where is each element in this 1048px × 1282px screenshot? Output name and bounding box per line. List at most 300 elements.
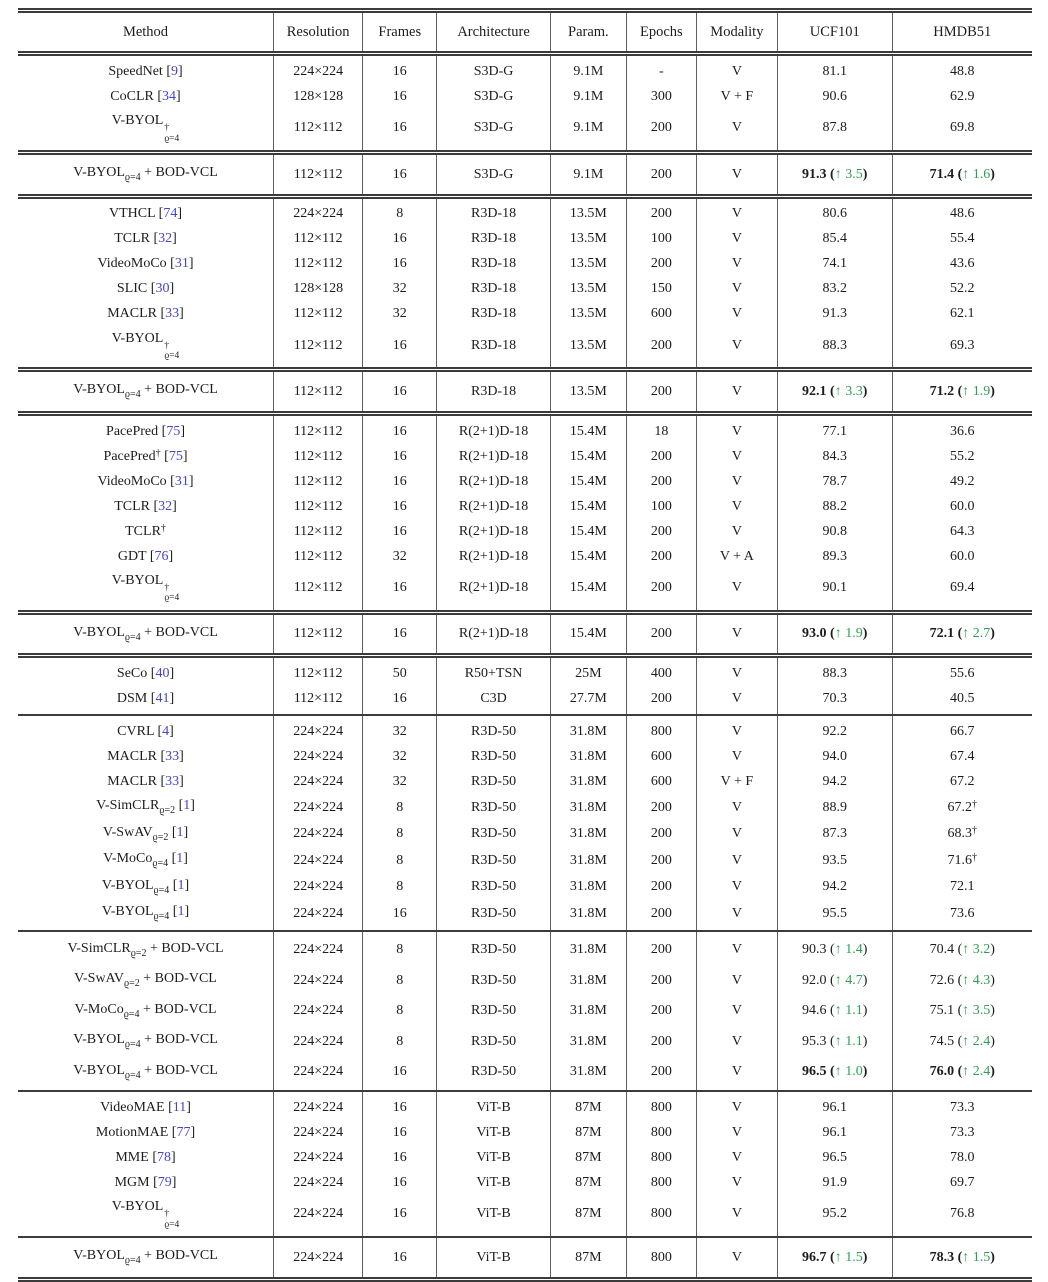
method-name: V-BYOL [73,165,125,180]
ucf101-cell [777,327,892,370]
param-cell: 31.8M [550,900,626,931]
score-value: 69.3 [950,337,975,353]
ucf101-cell [777,469,892,494]
param-cell: 9.1M [550,54,626,85]
score-value: 95.3 [802,1033,827,1049]
highlight-row [18,996,1032,1027]
score-value: 71.6 [947,852,972,868]
citation: 33 [165,774,180,789]
block-6 [18,612,1032,656]
method-cell: SLIC [30] [116,281,175,297]
ucf101-cell [777,874,892,901]
epochs-cell: 200 [626,569,696,612]
arch-cell: R3D-18 [437,277,551,302]
score-value: 92.1 [802,383,827,399]
method-name: SeCo [116,666,148,681]
epochs-cell: 200 [626,444,696,469]
hmdb51-cell: 71.2 (↑ 1.9) [892,370,1032,414]
hmdb51-cell [892,54,1032,85]
hmdb51-cell [892,252,1032,277]
method-name: MACLR [107,306,157,322]
resolution-cell: 224×224 [274,821,363,848]
frames-cell: 8 [363,874,437,901]
frames-cell: 16 [363,686,437,715]
delta-gain: ↑ 3.5 [962,1003,991,1019]
epochs-cell: 800 [626,1145,696,1170]
method-name: VideoMAE [100,1100,165,1115]
ucf101-cell: 96.7 (↑ 1.5) [777,1237,892,1279]
frames-cell: 16 [363,444,437,469]
method-cell [18,519,274,544]
ucf101-cell [777,1145,892,1170]
arch-cell: R3D-50 [437,715,551,744]
method-suffix: + BOD-VCL [140,165,218,180]
ucf101-cell [777,686,892,715]
epochs-cell: 100 [626,494,696,519]
highlight-row [18,1057,1032,1092]
param-cell: 13.5M [550,302,626,327]
param-cell: 87M [550,1091,626,1120]
method-cell: CoCLR [34] [110,88,181,104]
method-name: V-SwAV [102,824,153,840]
resolution-cell: 112×112 [274,370,363,414]
arch-cell: R3D-50 [437,794,551,821]
method-name: VideoMoCo [97,473,167,489]
resolution-cell: 128×128 [274,277,363,302]
frames-cell: 32 [363,769,437,794]
method-name: TCLR [125,523,161,539]
score-value: 93.0 [802,626,827,642]
resolution-cell: 224×224 [274,1091,363,1120]
score-value: 84.3 [822,448,847,464]
method-sub: ϱ=2 [123,978,140,990]
score-value: 55.6 [950,666,975,681]
ucf101-cell [777,252,892,277]
score-value: 91.9 [822,1175,847,1190]
ucf101-cell [777,109,892,152]
modality-cell: V [696,900,777,931]
resolution-cell: 112×112 [274,519,363,544]
hmdb51-cell: 72.6 (↑ 4.3) [892,965,1032,996]
score-value: 78.3 [929,1249,955,1265]
ucf101-cell [777,277,892,302]
score-value: 77.1 [822,423,847,439]
citation: 1 [183,798,191,814]
score-value: 64.3 [950,523,975,539]
method-cell: V-SwAV$_{ϱ=2}$ [1] [102,824,189,843]
table-row [18,1145,1032,1170]
table-row [18,900,1032,931]
block-9 [18,931,1032,1092]
resolution-cell: 112×112 [274,544,363,569]
score-value: 92.0 [802,972,827,988]
score-value: 90.1 [822,580,847,596]
highlight-row [18,931,1032,966]
delta-gain: ↑ 1.0 [834,1064,863,1080]
citation: 77 [176,1125,191,1140]
method-sub: ϱ=2 [152,831,169,843]
param-cell: 15.4M [550,469,626,494]
method-cell [18,1195,274,1237]
param-cell: 13.5M [550,196,626,227]
score-value: 74.5 [929,1033,955,1049]
method-sub: ϱ=4 [152,858,169,870]
score-value: 94.2 [822,879,847,895]
resolution-cell: 224×224 [274,744,363,769]
param-cell: 31.8M [550,769,626,794]
score-value: 88.3 [822,666,847,681]
param-cell: 25M [550,656,626,687]
citation: 11 [172,1100,187,1115]
score-value: 67.4 [950,749,975,764]
hmdb51-cell [892,794,1032,821]
frames-cell: 16 [363,370,437,414]
method-cell: MACLR [33] [107,306,184,322]
score-value: 90.8 [822,523,847,539]
param-cell: 31.8M [550,821,626,848]
modality-cell: V [696,996,777,1027]
modality-cell: V [696,469,777,494]
frames-cell: 16 [363,494,437,519]
epochs-cell: 600 [626,744,696,769]
ucf101-cell [777,744,892,769]
arch-cell: S3D-G [437,153,551,197]
epochs-cell: 150 [626,277,696,302]
delta-gain: ↑ 2.4 [962,1064,991,1080]
highlight-row [18,1237,1032,1279]
epochs-cell: - [626,54,696,85]
method-cell: GDT [76] [117,548,174,564]
method-cell: V-MoCo$_{ϱ=4}$ [1] [103,851,188,870]
block-2 [18,153,1032,197]
modality-cell: V [696,931,777,966]
ucf101-cell [777,84,892,109]
method-cell: CVRL [4] [117,724,174,739]
ucf101-cell: 94.6 (↑ 1.1) [777,996,892,1027]
arch-cell: R3D-18 [437,370,551,414]
method-sub: ϱ=4 [153,911,170,923]
score-value: 88.9 [822,799,847,815]
method-cell: PacePred† [75] [103,447,188,464]
epochs-cell: 800 [626,1170,696,1195]
hmdb51-cell [892,821,1032,848]
citation: 30 [155,281,170,297]
method-cell: $V-BYOL_{ϱ=4}$ [1] [101,904,190,923]
citation: 1 [177,904,185,920]
resolution-cell: 128×128 [274,84,363,109]
arch-cell: R3D-50 [437,1057,551,1092]
method-name: PacePred [106,423,159,439]
citation: 33 [165,306,180,322]
frames-cell: 16 [363,1120,437,1145]
table-row [18,1170,1032,1195]
epochs-cell: 200 [626,370,696,414]
frames-cell: 8 [363,196,437,227]
table-row [18,569,1032,612]
hmdb51-cell: 75.1 (↑ 3.5) [892,996,1032,1027]
arch-cell: R(2+1)D-18 [437,519,551,544]
score-value: 67.2 [947,799,972,815]
table-row [18,302,1032,327]
epochs-cell: 200 [626,965,696,996]
delta-gain: ↑ 3.5 [834,166,863,182]
method-cell [18,1026,274,1057]
method-name: V-SimCLR [67,940,131,956]
resolution-cell: 224×224 [274,1026,363,1057]
method-cell: MME [78] [115,1150,176,1165]
table-row [18,519,1032,544]
frames-cell: 16 [363,1057,437,1092]
modality-cell: V [696,302,777,327]
param-cell: 31.8M [550,874,626,901]
method-name: MACLR [107,774,157,789]
resolution-cell: 112×112 [274,686,363,715]
hmdb51-cell [892,1195,1032,1237]
method-name: V-BYOL [111,330,164,346]
hmdb51-cell [892,569,1032,612]
hmdb51-cell: 76.0 (↑ 2.4) [892,1057,1032,1092]
arch-cell: R(2+1)D-18 [437,544,551,569]
score-value: 74.1 [822,256,847,272]
method-suffix: + BOD-VCL [140,1032,218,1048]
frames-cell: 16 [363,54,437,85]
arch-cell: R3D-50 [437,996,551,1027]
table-row [18,821,1032,848]
method-name: V-BYOL [73,1062,125,1078]
method-name: PacePred [103,448,156,464]
score-value: 40.5 [950,691,975,706]
citation: 1 [177,877,185,893]
frames-cell: 8 [363,1026,437,1057]
delta-gain: ↑ 1.1 [834,1003,863,1019]
delta-gain: ↑ 1.4 [834,942,863,958]
epochs-cell: 200 [626,996,696,1027]
param-cell: 9.1M [550,109,626,152]
method-cell [18,612,274,656]
modality-cell: V [696,847,777,874]
table-header [18,11,1032,54]
method-sub: ϱ=4 [124,631,141,643]
modality-cell: V [696,1026,777,1057]
method-name: V-BYOL [111,1199,164,1215]
ucf101-cell [777,794,892,821]
frames-cell: 32 [363,544,437,569]
frames-cell: 8 [363,847,437,874]
method-name: VideoMoCo [97,256,167,272]
resolution-cell: 224×224 [274,1145,363,1170]
method-suffix: + BOD-VCL [139,971,217,987]
table-row [18,1195,1032,1237]
param-cell: 31.8M [550,847,626,874]
frames-cell: 16 [363,413,437,444]
arch-cell: R3D-50 [437,900,551,931]
param-cell: 9.1M [550,153,626,197]
score-value: 92.2 [822,724,847,739]
method-sub: ϱ=4 [124,1039,141,1051]
method-name: V-BYOL [73,1248,125,1264]
ucf101-cell [777,1091,892,1120]
method-sub: ϱ=4 [124,389,141,401]
arch-cell: R(2+1)D-18 [437,444,551,469]
resolution-cell: 112×112 [274,494,363,519]
score-value: 70.4 [929,942,955,958]
method-sub: ϱ=4 [153,884,170,896]
citation: 9 [170,63,178,79]
frames-cell: 32 [363,302,437,327]
method-name: CVRL [117,724,154,739]
resolution-cell: 224×224 [274,1195,363,1237]
score-value: 94.6 [802,1003,827,1019]
score-value: 62.1 [950,306,975,322]
highlight-row [18,1026,1032,1057]
frames-cell: 16 [363,519,437,544]
method-name: V-BYOL [111,113,164,129]
citation: 1 [176,851,184,867]
param-cell: 13.5M [550,327,626,370]
resolution-cell: 224×224 [274,794,363,821]
score-value: 81.1 [822,63,847,79]
ucf101-cell [777,494,892,519]
method-cell: VideoMoCo [31] [97,256,194,272]
hmdb51-cell [892,494,1032,519]
delta-gain: ↑ 1.9 [834,626,863,642]
method-name: TCLR [114,498,150,514]
score-value: 96.1 [822,1125,847,1140]
hmdb51-cell: 72.1 (↑ 2.7) [892,612,1032,656]
block-3 [18,196,1032,370]
frames-cell: 16 [363,109,437,152]
hmdb51-cell [892,413,1032,444]
arch-cell: R(2+1)D-18 [437,469,551,494]
table-row [18,469,1032,494]
resolution-cell: 112×112 [274,109,363,152]
method-cell [18,1057,274,1092]
epochs-cell: 200 [626,821,696,848]
arch-cell: ViT-B [437,1091,551,1120]
score-value: 94.0 [822,749,847,764]
hmdb51-cell [892,1170,1032,1195]
score-value: 69.4 [950,580,975,596]
modality-cell: V [696,794,777,821]
modality-cell: V [696,252,777,277]
resolution-cell: 112×112 [274,612,363,656]
resolution-cell: 112×112 [274,656,363,687]
resolution-cell: 224×224 [274,54,363,85]
hmdb51-cell [892,227,1032,252]
delta-gain: ↑ 2.4 [962,1033,991,1049]
frames-cell: 16 [363,327,437,370]
modality-cell: V [696,153,777,197]
hmdb51-cell [892,469,1032,494]
delta-gain: ↑ 1.6 [962,166,991,182]
score-value: 70.3 [822,691,847,706]
resolution-cell: 224×224 [274,196,363,227]
block-7 [18,656,1032,716]
method-cell [18,931,274,966]
citation: 34 [162,88,177,104]
table-row [18,196,1032,227]
resolution-cell: 224×224 [274,1237,363,1279]
hmdb51-cell [892,874,1032,901]
param-cell: 13.5M [550,252,626,277]
block-4 [18,370,1032,414]
modality-cell: V [696,196,777,227]
modality-cell: V [696,744,777,769]
method-name: V-SimCLR [96,798,160,814]
table-row [18,252,1032,277]
score-value: 60.0 [950,498,975,514]
score-value: 72.6 [929,972,955,988]
arch-cell: ViT-B [437,1170,551,1195]
frames-cell: 16 [363,84,437,109]
score-value: 89.3 [822,548,847,564]
table-row [18,794,1032,821]
method-cell [18,569,274,612]
score-value: 85.4 [822,231,847,247]
method-sub: ϱ=4 [124,172,141,183]
hmdb51-cell: 78.3 (↑ 1.5) [892,1237,1032,1279]
ucf101-cell [777,900,892,931]
param-cell: 87M [550,1170,626,1195]
results-table [18,8,1032,1282]
arch-cell: R3D-18 [437,302,551,327]
modality-cell: V [696,686,777,715]
citation: 75 [168,448,183,464]
method-cell [18,370,274,414]
method-name: TCLR [114,231,150,247]
frames-cell: 16 [363,1170,437,1195]
score-value: 48.6 [950,206,975,222]
param-cell: 87M [550,1145,626,1170]
arch-cell: R3D-50 [437,847,551,874]
resolution-cell: 224×224 [274,715,363,744]
param-cell: 31.8M [550,715,626,744]
modality-cell: V [696,874,777,901]
epochs-cell: 100 [626,227,696,252]
hmdb51-cell [892,519,1032,544]
modality-cell: V [696,519,777,544]
method-cell: MotionMAE [77] [95,1125,196,1140]
method-name: V-BYOL [101,877,154,893]
epochs-cell: 800 [626,1120,696,1145]
param-cell: 15.4M [550,544,626,569]
modality-cell: V [696,1170,777,1195]
method-cell [18,1237,274,1279]
delta-gain: ↑ 2.7 [962,626,991,642]
citation: 79 [157,1175,172,1190]
citation: 75 [166,423,181,439]
frames-cell: 16 [363,1145,437,1170]
param-cell: 31.8M [550,1026,626,1057]
modality-cell: V [696,569,777,612]
hmdb51-cell [892,900,1032,931]
arch-cell: R3D-50 [437,931,551,966]
frames-cell: 16 [363,1195,437,1237]
method-suffix: + BOD-VCL [140,1248,218,1264]
arch-cell: R3D-50 [437,965,551,996]
table-row [18,327,1032,370]
param-cell: 31.8M [550,931,626,966]
hmdb51-cell [892,1091,1032,1120]
citation: 76 [154,548,169,564]
method-sup: † [160,522,166,534]
score-value: 48.8 [950,63,975,79]
ucf101-cell [777,413,892,444]
highlight-row [18,153,1032,197]
score-value: 69.8 [950,120,975,136]
epochs-cell: 200 [626,874,696,901]
score-value: 55.2 [950,448,975,464]
